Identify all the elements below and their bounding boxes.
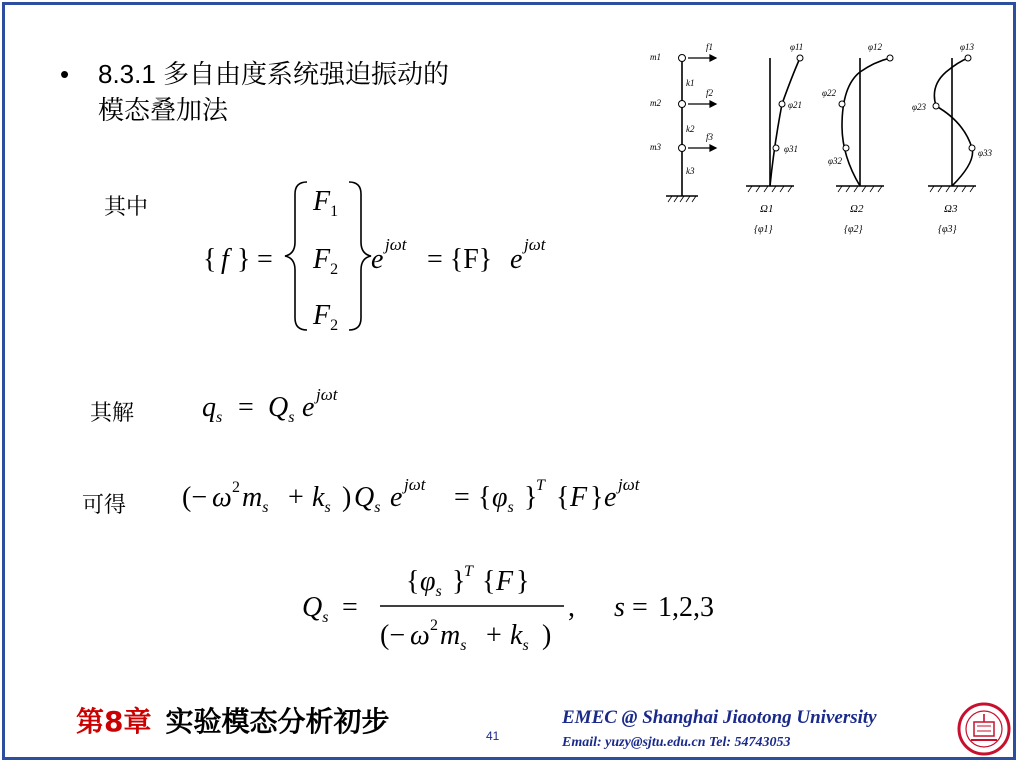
mode-1-vector: {φ1} [754, 224, 773, 235]
chapter-title: 实验模态分析初步 [165, 705, 390, 738]
mode-1-frequency: Ω1 [760, 203, 774, 215]
svg-text:jωt: jωt [385, 235, 407, 254]
svg-text:2: 2 [430, 617, 438, 634]
svg-text:{: { [478, 482, 492, 513]
svg-text:ks: $k_s$ [312, 482, 331, 516]
mass-label-2: m2 [650, 98, 661, 108]
sjtu-seal-icon [957, 702, 1011, 756]
svg-text:=: = [238, 392, 254, 423]
matrix-entry-1: $F_1$ [313, 186, 339, 220]
svg-text:Qs: $Q_s$ [268, 392, 295, 426]
svg-text:e: e [510, 244, 523, 275]
svg-text:=: = [632, 592, 648, 623]
spring-label-3: k3 [686, 166, 695, 176]
svg-text:ks: $k_s$ [510, 620, 529, 654]
force-label-3: f3 [706, 132, 714, 142]
equation-qs [296, 558, 736, 662]
svg-text:φ22: φ22 [822, 88, 836, 98]
svg-text:=: = [257, 244, 273, 275]
svg-text:φs: $\varphi_s$ [420, 566, 442, 600]
spring-label-2: k2 [686, 124, 695, 134]
svg-text:φ13: φ13 [960, 42, 974, 52]
svg-text:qs: $q_s$ [202, 392, 223, 426]
svg-text:φ11: φ11 [790, 42, 804, 52]
svg-text:jωt: jωt [316, 385, 338, 404]
svg-text:{: { [406, 566, 420, 597]
svg-text:=: = [342, 592, 358, 623]
mode-shape-figure [646, 36, 1002, 246]
svg-text:jωt: jωt [618, 475, 640, 494]
svg-text:F: F [570, 482, 588, 513]
svg-text:ω: ω [212, 482, 232, 513]
svg-text:}: } [516, 566, 530, 597]
svg-text:e: e [302, 392, 315, 423]
svg-text:Qs: $Q_s$ [354, 482, 381, 516]
equation-solution [198, 380, 378, 430]
matrix-entry-3: $F_2$ [313, 300, 339, 334]
svg-text:Qs: $Q_s$ [302, 592, 329, 626]
svg-text:φ21: φ21 [788, 100, 802, 110]
university-line: EMEC @ Shanghai Jiaotong University [562, 707, 877, 728]
svg-text:ω: ω [410, 620, 430, 651]
bullet-marker: • [60, 59, 70, 89]
svg-text:}: } [524, 482, 538, 513]
svg-text:+: + [288, 482, 304, 513]
svg-text:}: } [452, 566, 466, 597]
svg-text:}: } [237, 244, 251, 275]
svg-text:1,2,3: 1,2,3 [658, 592, 714, 623]
spring-label-1: k1 [686, 78, 695, 88]
label-where: 其中 [104, 195, 149, 220]
svg-text:{: { [482, 566, 496, 597]
svg-text:e: e [390, 482, 403, 513]
svg-text:φ12: φ12 [868, 42, 882, 52]
svg-text:f: f [221, 244, 229, 275]
svg-text:T: T [536, 477, 545, 494]
svg-text:{: { [556, 482, 570, 513]
footer-chapter [76, 700, 390, 740]
svg-text:jωt: jωt [524, 235, 546, 254]
label-obtain: 可得 [82, 493, 127, 518]
mode-3-frequency: Ω3 [944, 203, 958, 215]
svg-text:φs: $\varphi_s$ [492, 482, 514, 516]
svg-text:): ) [342, 482, 352, 513]
svg-text:s: s [614, 592, 625, 623]
heading-line-2: 模态叠加法 [98, 95, 229, 125]
slide-heading [60, 56, 580, 136]
svg-text:φ33: φ33 [978, 148, 992, 158]
svg-text:jωt: jωt [404, 475, 426, 494]
svg-text:,: , [568, 592, 575, 623]
svg-text:e: e [371, 244, 384, 275]
mode-2-vector: {φ2} [844, 224, 863, 235]
label-solution: 其解 [90, 401, 135, 426]
force-label-1: f1 [706, 42, 714, 52]
mode-3-vector: {φ3} [938, 224, 957, 235]
mass-label-3: m3 [650, 142, 661, 152]
matrix-entry-2: $F_2$ [313, 244, 339, 278]
svg-text:φ31: φ31 [784, 144, 798, 154]
svg-text:φ23: φ23 [912, 102, 926, 112]
svg-text:T: T [464, 563, 473, 580]
svg-text:ms: $m_s$ [242, 482, 269, 516]
svg-text:(−: (− [182, 482, 208, 513]
svg-text:=: = [454, 482, 470, 513]
svg-text:e: e [604, 482, 617, 513]
svg-text:{: { [203, 244, 217, 275]
contact-line: Email: yuzy@sjtu.edu.cn Tel: 54743053 [562, 735, 791, 750]
equation-obtain [178, 470, 698, 522]
svg-text:}: } [590, 482, 604, 513]
force-label-2: f2 [706, 88, 714, 98]
svg-text:φ32: φ32 [828, 156, 842, 166]
equation-force-vector [195, 172, 575, 342]
eq-force-rhs: = {F} [427, 244, 493, 275]
svg-text:2: 2 [232, 479, 240, 496]
mass-label-1: m1 [650, 52, 661, 62]
svg-text:F: F [496, 566, 514, 597]
mode-2-frequency: Ω2 [850, 203, 864, 215]
page-number: 41 [486, 729, 500, 743]
svg-text:ms: $m_s$ [440, 620, 467, 654]
chapter-number: 第8章 [76, 705, 152, 738]
svg-text:(−: (− [380, 620, 406, 651]
heading-line-1: 8.3.1 多自由度系统强迫振动的 [98, 59, 450, 89]
svg-text:+: + [486, 620, 502, 651]
svg-text:): ) [542, 620, 552, 651]
